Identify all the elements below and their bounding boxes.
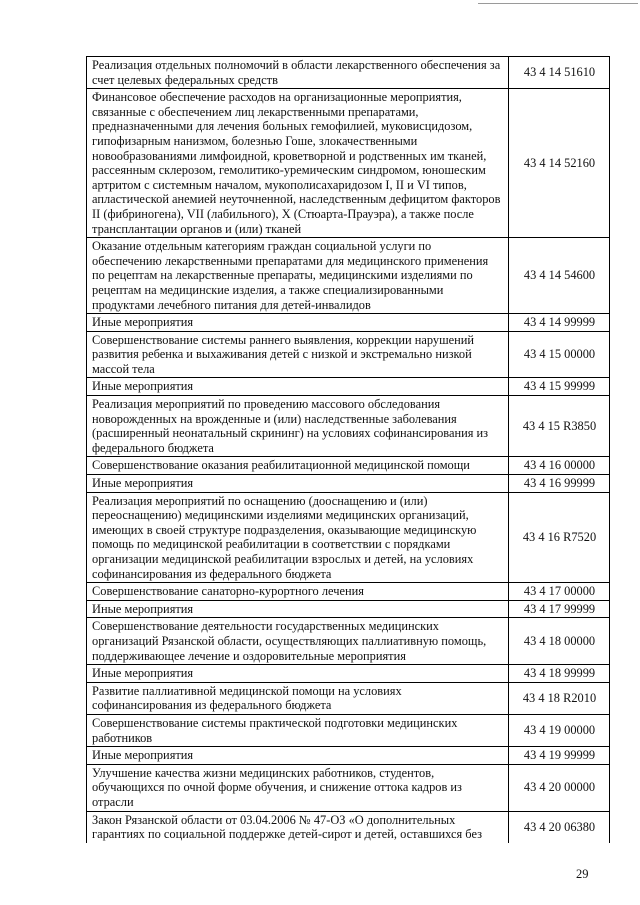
- row-code: 43 4 16 99999: [509, 475, 610, 493]
- table-row: [87, 811, 610, 843]
- row-name: Иные мероприятия: [87, 665, 509, 683]
- row-name: Совершенствование санаторно-курортного лечения: [87, 583, 509, 601]
- row-name: Улучшение качества жизни медицинских работников, студентов, обучающихся по очной форме обучения, и снижение оттока кадров из отрасли: [87, 764, 509, 811]
- row-name: Иные мероприятия: [87, 378, 509, 396]
- page-number: 29: [576, 867, 589, 881]
- table-row: [87, 238, 610, 314]
- row-code: 43 4 20 00000: [509, 764, 610, 811]
- table-row: [87, 331, 610, 378]
- table-row: [87, 747, 610, 765]
- table-row: [87, 764, 610, 811]
- row-code: 43 4 18 R2010: [509, 682, 610, 714]
- row-code: 43 4 18 99999: [509, 665, 610, 683]
- table-row: [87, 475, 610, 493]
- table-row: [87, 396, 610, 457]
- row-name: Оказание отдельным категориям граждан социальной услуги по обеспечению лекарственными препаратами для медицинского применения по рецептам на лекарственные препараты, медицинскими изделиями по рецептам на медицинские изделия, а также специализированными продуктами лечебного питания для детей-инвалидов: [87, 238, 509, 314]
- row-name: Иные мероприятия: [87, 314, 509, 332]
- table-row: [87, 89, 610, 238]
- row-code: 43 4 17 99999: [509, 600, 610, 618]
- scan-edge-line: [478, 3, 638, 4]
- row-name: Реализация отдельных полномочий в области лекарственного обеспечения за счет целевых федеральных средств: [87, 57, 509, 89]
- row-name: Совершенствование оказания реабилитационной медицинской помощи: [87, 457, 509, 475]
- row-code: 43 4 18 00000: [509, 618, 610, 665]
- row-name: Иные мероприятия: [87, 747, 509, 765]
- row-code: 43 4 16 00000: [509, 457, 610, 475]
- table-row: [87, 57, 610, 89]
- table-row: [87, 314, 610, 332]
- row-name: Иные мероприятия: [87, 600, 509, 618]
- table-row: [87, 378, 610, 396]
- row-code: 43 4 20 06380: [509, 811, 610, 843]
- budget-classification-table: [86, 56, 610, 843]
- row-name: Финансовое обеспечение расходов на организационные мероприятия, связанные с обеспечением лиц лекарственными препаратами, предназначенными для лечения больных гемофилией, муковисцидозом, гипофизарным нанизмом, болезнью Гоше, злокачественными новообразованиями лимфоидной, кроветворной и родственных им тканей, рассеянным склерозом, гемолитико-уремическим синдромом, юношеским артритом с системным началом, мукополисахаридозом I, II и VI типов, апластической анемией неуточненной, наследственным дефицитом факторов II (фибриногена), VII (лабильного), X (Стюарта-Прауэра), а также после трансплантации органов и (или) тканей: [87, 89, 509, 238]
- table-row: [87, 665, 610, 683]
- row-code: 43 4 14 99999: [509, 314, 610, 332]
- row-name: Совершенствование деятельности государственных медицинских организаций Рязанской области, осуществляющих паллиативную помощь, поддерживающее лечение и оздоровительные мероприятия: [87, 618, 509, 665]
- table-body: [87, 57, 610, 843]
- table-row: [87, 457, 610, 475]
- row-code: 43 4 14 52160: [509, 89, 610, 238]
- row-code: 43 4 15 00000: [509, 331, 610, 378]
- table-row: [87, 682, 610, 714]
- row-code: 43 4 16 R7520: [509, 492, 610, 583]
- row-name: Развитие паллиативной медицинской помощи на условиях софинансирования из федерального бюджета: [87, 682, 509, 714]
- row-code: 43 4 19 00000: [509, 714, 610, 746]
- row-code: 43 4 17 00000: [509, 583, 610, 601]
- table-row: [87, 492, 610, 583]
- row-code: 43 4 15 99999: [509, 378, 610, 396]
- row-name: Реализация мероприятий по оснащению (дооснащению и (или) переоснащению) медицинскими изделиями медицинских организаций, имеющих в своей структуре подразделения, оказывающие медицинскую помощь по медицинской реабилитации в соответствии с порядками организации медицинской реабилитации взрослых и детей, на условиях софинансирования из федерального бюджета: [87, 492, 509, 583]
- table-row: [87, 600, 610, 618]
- row-name: Совершенствование системы практической подготовки медицинских работников: [87, 714, 509, 746]
- row-name: Иные мероприятия: [87, 475, 509, 493]
- row-name: Реализация мероприятий по проведению массового обследования новорожденных на врожденные и (или) наследственные заболевания (расширенный неонатальный скрининг) на условиях софинансирования из федерального бюджета: [87, 396, 509, 457]
- row-name: Совершенствование системы раннего выявления, коррекции нарушений развития ребенка и выхаживания детей с низкой и экстремально низкой массой тела: [87, 331, 509, 378]
- table-row: [87, 583, 610, 601]
- table-row: [87, 714, 610, 746]
- row-code: 43 4 14 51610: [509, 57, 610, 89]
- row-code: 43 4 14 54600: [509, 238, 610, 314]
- table-row: [87, 618, 610, 665]
- row-code: 43 4 19 99999: [509, 747, 610, 765]
- row-code: 43 4 15 R3850: [509, 396, 610, 457]
- row-name: Закон Рязанской области от 03.04.2006 № 47-ОЗ «О дополнительных гарантиях по социальной поддержке детей-сирот и детей, оставшихся без: [87, 811, 509, 843]
